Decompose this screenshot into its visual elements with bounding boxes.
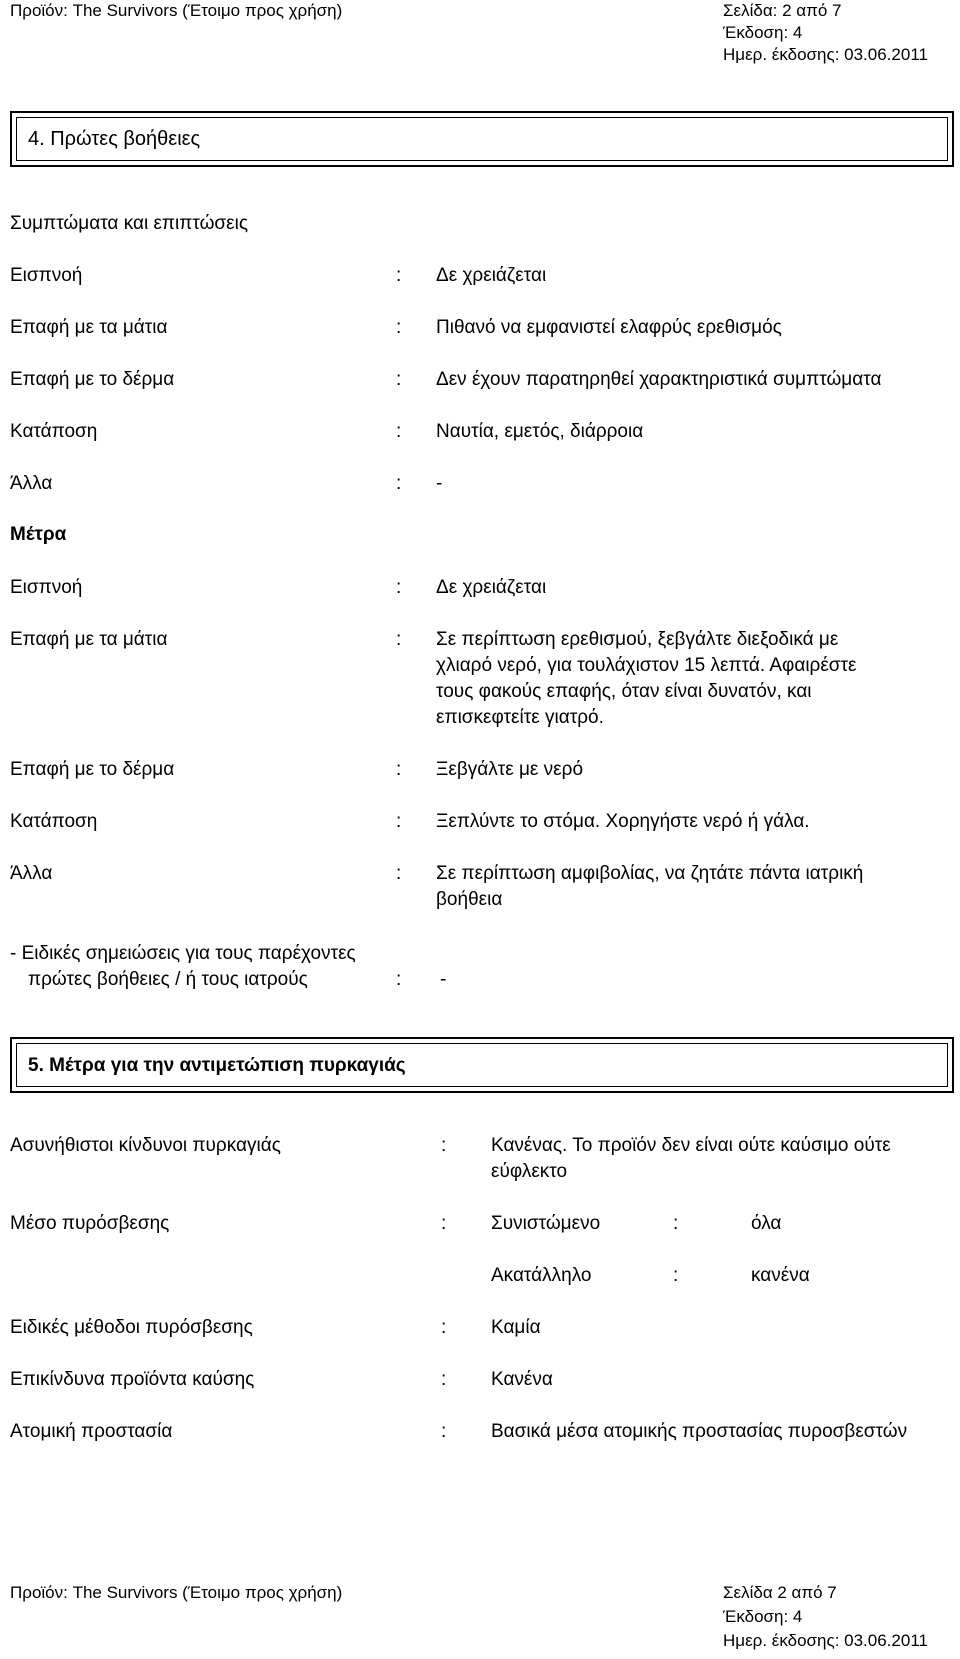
section-5-header [10,1037,954,1093]
unsuitable-sep: : [673,1265,679,1286]
special-methods-label: Ειδικές μέθοδοι πυρόσβεσης [10,1317,253,1338]
measure-label: Άλλα [10,863,53,884]
special-notes-line2: πρώτες βοήθειες / ή τους ιατρούς [28,969,308,990]
header-date: Ημερ. έκδοσης: 03.06.2011 [723,45,928,64]
combustion-products-value: Κανένα [491,1369,553,1390]
measure-value: Σε περίπτωση ερεθισμού, ξεβγάλτε διεξοδικά με [436,629,839,650]
fire-hazards-value: Κανένας. Το προϊόν δεν είναι ούτε καύσιμο ούτε [491,1135,891,1156]
section-5-title: 5. Μέτρα για την αντιμετώπιση πυρκαγιάς [28,1055,406,1076]
personal-protection-sep: : [441,1421,447,1442]
symptom-sep: : [396,265,402,286]
special-methods-value: Καμία [491,1317,541,1338]
measure-label: Επαφή με τα μάτια [10,629,168,650]
extinguishing-media-sep: : [441,1213,447,1234]
footer-date: Ημερ. έκδοσης: 03.06.2011 [723,1631,928,1650]
measures-heading: Μέτρα [10,524,67,545]
extinguishing-media-label: Μέσο πυρόσβεσης [10,1213,170,1234]
recommended-value: όλα [751,1213,782,1234]
symptom-value: Πιθανό να εμφανιστεί ελαφρύς ερεθισμός [436,317,782,338]
footer-edition: Έκδοση: 4 [723,1607,803,1626]
unsuitable-value: κανένα [751,1265,810,1286]
combustion-products-sep: : [441,1369,447,1390]
measure-sep: : [396,629,402,650]
symptom-value: Ναυτία, εμετός, διάρροια [436,421,644,442]
measure-value: επισκεφτείτε γιατρό. [436,707,604,728]
symptom-label: Εισπνοή [10,265,83,286]
measure-value: Δε χρειάζεται [436,577,547,598]
combustion-products-label: Επικίνδυνα προϊόντα καύσης [10,1369,255,1390]
measure-sep: : [396,863,402,884]
personal-protection-value: Βασικά μέσα ατομικής προστασίας πυροσβεστών [491,1421,908,1442]
symptom-label: Άλλα [10,473,53,494]
fire-hazards-sep: : [441,1135,447,1156]
section-4-title: 4. Πρώτες βοήθειες [28,128,201,150]
section-4-header [10,111,954,167]
symptom-label: Επαφή με τα μάτια [10,317,168,338]
footer-page: Σελίδα 2 από 7 [723,1583,837,1602]
measure-value: Ξεβγάλτε με νερό [436,759,584,780]
measure-sep: : [396,577,402,598]
measure-label: Κατάποση [10,811,98,832]
symptom-label: Επαφή με το δέρμα [10,369,175,390]
measure-label: Εισπνοή [10,577,83,598]
measure-value: Σε περίπτωση αμφιβολίας, να ζητάτε πάντα ιατρική [436,863,864,884]
header-edition: Έκδοση: 4 [723,23,803,42]
header-page: Σελίδα: 2 από 7 [723,1,842,20]
symptom-label: Κατάποση [10,421,98,442]
measure-value: βοήθεια [436,889,503,910]
symptom-value: Δε χρειάζεται [436,265,547,286]
special-methods-sep: : [441,1317,447,1338]
special-notes-line1: - Ειδικές σημειώσεις για τους παρέχοντες [10,943,356,964]
measure-value: χλιαρό νερό, για τουλάχιστον 15 λεπτά. Αφαιρέστε [436,655,857,676]
measure-value: Ξεπλύντε το στόμα. Χορηγήστε νερό ή γάλα. [436,811,810,832]
recommended-sep: : [673,1213,679,1234]
symptoms-heading: Συμπτώματα και επιπτώσεις [10,213,249,234]
footer-product: Προϊόν: The Survivors (Έτοιμο προς χρήση) [10,1583,343,1602]
fire-hazards-label: Ασυνήθιστοι κίνδυνοι πυρκαγιάς [10,1135,281,1156]
symptom-sep: : [396,473,402,494]
header-product: Προϊόν: The Survivors (Έτοιμο προς χρήση) [10,1,343,20]
symptom-sep: : [396,369,402,390]
measure-label: Επαφή με το δέρμα [10,759,175,780]
measure-sep: : [396,811,402,832]
measure-sep: : [396,759,402,780]
fire-hazards-value: εύφλεκτο [491,1161,568,1182]
unsuitable-label: Ακατάλληλο [491,1265,592,1286]
symptom-value: - [436,473,443,494]
symptom-value: Δεν έχουν παρατηρηθεί χαρακτηριστικά συμπτώματα [436,369,882,390]
special-notes-value: - [440,969,447,990]
symptom-sep: : [396,317,402,338]
recommended-label: Συνιστώμενο [491,1213,601,1234]
special-notes-sep: : [396,969,402,990]
symptom-sep: : [396,421,402,442]
personal-protection-label: Ατομική προστασία [10,1421,173,1442]
measure-value: τους φακούς επαφής, όταν είναι δυνατόν, και [436,681,812,702]
